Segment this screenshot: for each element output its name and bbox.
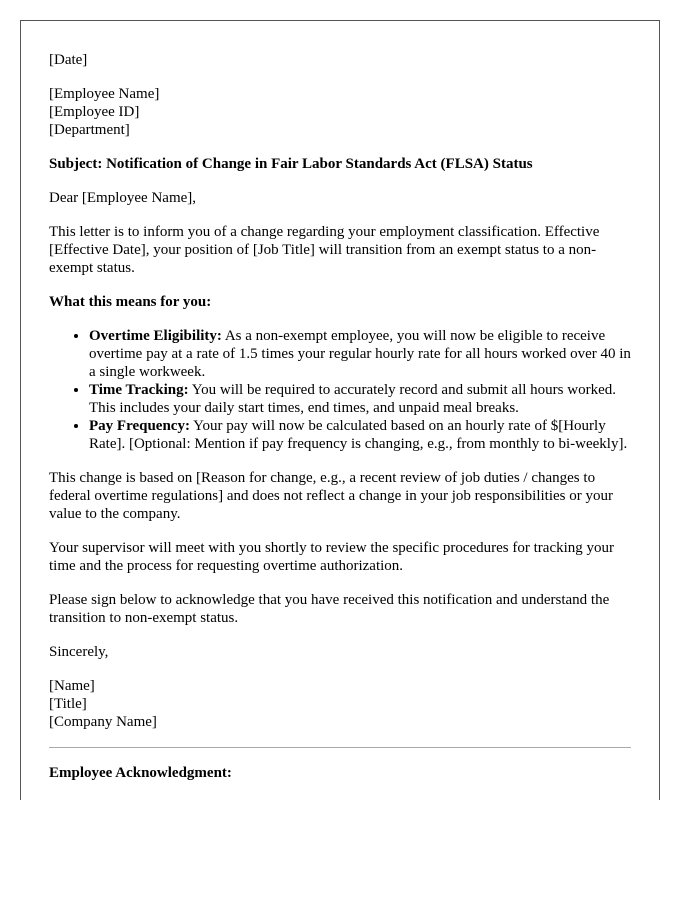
sender-title: [Title]	[49, 696, 87, 712]
sender-block	[49, 677, 631, 731]
point-term: Pay Frequency:	[89, 418, 190, 434]
change-points-list	[49, 327, 631, 453]
intro-paragraph: This letter is to inform you of a change regarding your employment classification. Effective [Effective Date], your position of [Job Title] will transition from an exempt status to a non-exempt status.	[49, 224, 600, 276]
list-item-pay-frequency	[89, 417, 631, 453]
acknowledgment-heading: Employee Acknowledgment:	[49, 765, 232, 781]
section-heading: What this means for you:	[49, 294, 212, 310]
recipient-department: [Department]	[49, 122, 130, 138]
point-text: As a non-exempt employee, you will now be eligible to receive overtime pay at a rate of 1.5 times your regular hourly rate for all hours worked over 40 in a single workweek.	[89, 328, 631, 380]
recipient-id: [Employee ID]	[49, 104, 140, 120]
sender-company: [Company Name]	[49, 714, 157, 730]
letter-date: [Date]	[49, 52, 88, 68]
supervisor-paragraph: Your supervisor will meet with you shortly to review the specific procedures for tracking your time and the process for requesting overtime authorization.	[49, 540, 615, 574]
salutation: Dear [Employee Name],	[49, 190, 197, 206]
sender-name: [Name]	[49, 678, 95, 694]
list-item-overtime	[89, 327, 631, 381]
point-term: Time Tracking:	[89, 382, 189, 398]
recipient-name: [Employee Name]	[49, 86, 160, 102]
list-item-time-tracking	[89, 381, 631, 417]
point-text: Your pay will now be calculated based on an hourly rate of $[Hourly Rate]. [Optional: Mention if pay frequency is changing, e.g., from monthly to bi-weekly].	[89, 418, 628, 452]
closing: Sincerely,	[49, 644, 109, 660]
divider	[49, 747, 631, 748]
sign-request-paragraph: Please sign below to acknowledge that you have received this notification and understand the transition to non-exempt status.	[49, 592, 610, 626]
point-text: You will be required to accurately record and submit all hours worked. This includes your daily start times, end times, and unpaid meal breaks.	[89, 382, 616, 416]
reason-paragraph: This change is based on [Reason for change, e.g., a recent review of job duties / changes to federal overtime regulations] and does not reflect a change in your job responsibilities or your value to the company.	[49, 470, 613, 522]
letter-page	[20, 20, 660, 800]
recipient-block	[49, 85, 631, 139]
letter-subject: Subject: Notification of Change in Fair Labor Standards Act (FLSA) Status	[49, 156, 533, 172]
point-term: Overtime Eligibility:	[89, 328, 222, 344]
